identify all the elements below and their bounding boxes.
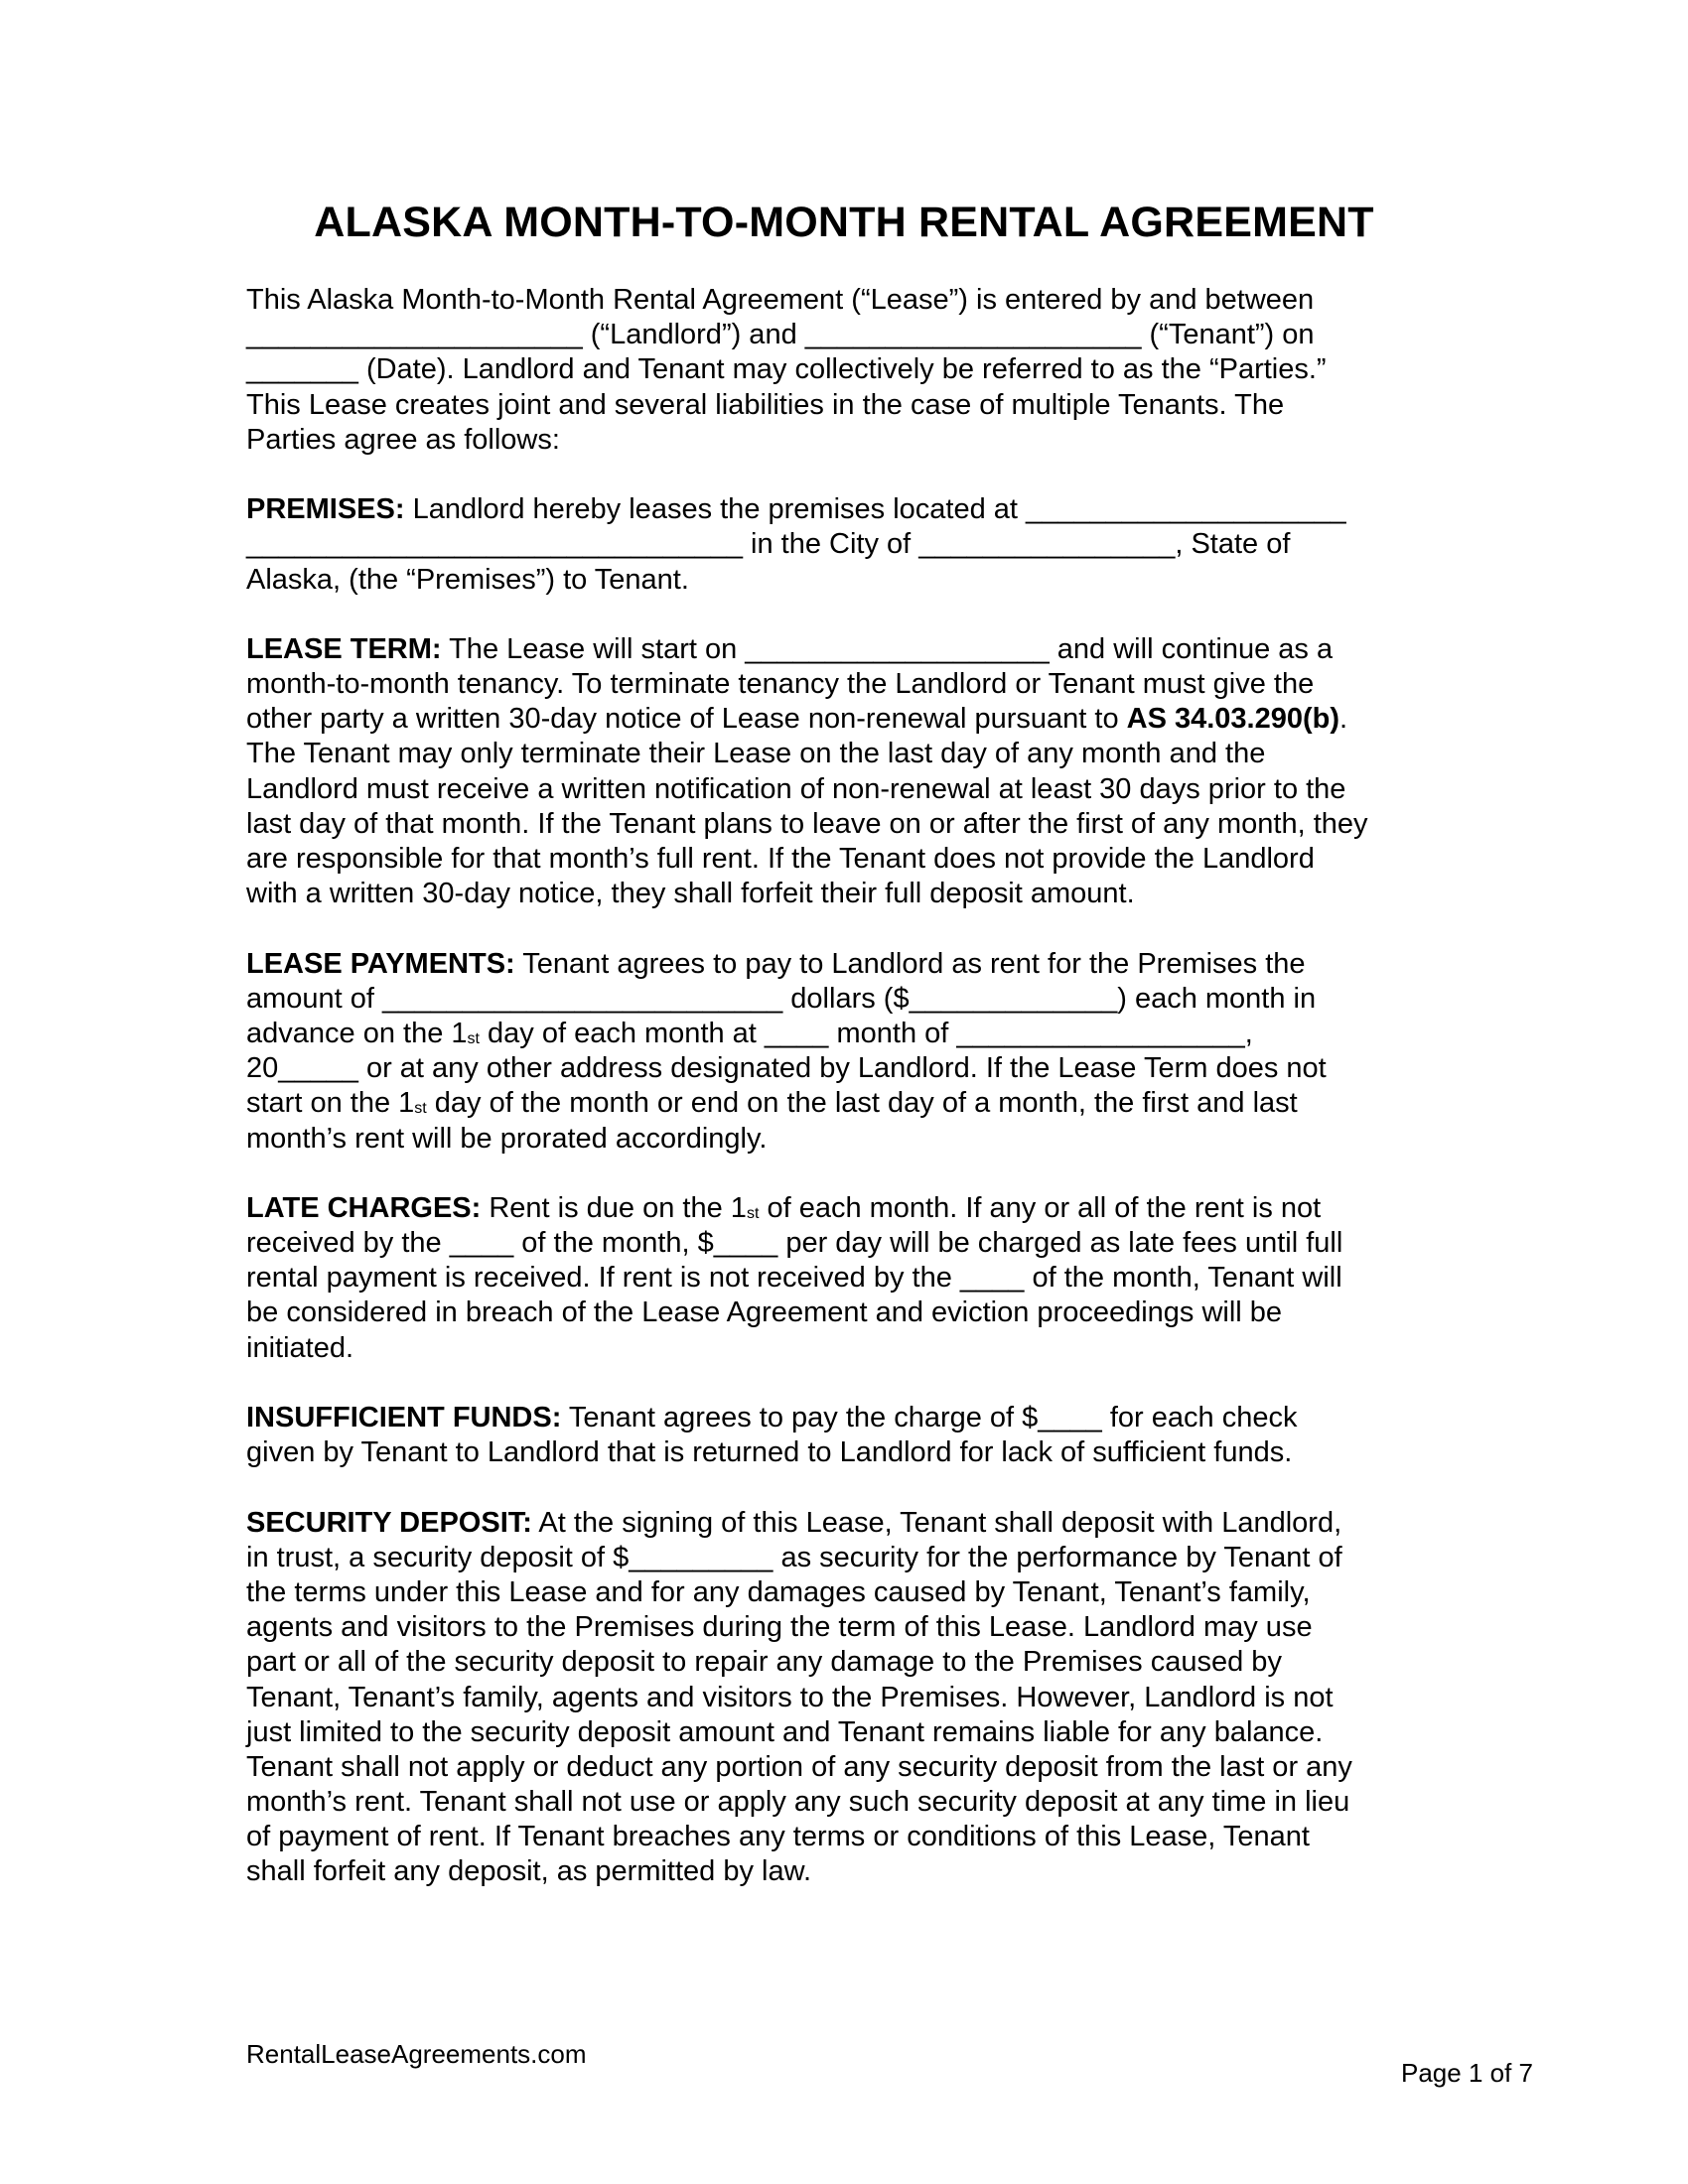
late-charges-line: rental payment is received. If rent is not received by the ____ of the month, Tenant will	[246, 1262, 1342, 1295]
paragraph-gap	[246, 1157, 1448, 1191]
lease-term-line: The Tenant may only terminate their Lease on the last day of any month and the	[246, 738, 1266, 770]
lease-term-line: Landlord must receive a written notification of non-renewal at least 30 days prior to the	[246, 772, 1346, 805]
paragraph-gap	[246, 1470, 1448, 1505]
ordinal-suffix: st	[467, 1029, 480, 1047]
security-deposit-section	[246, 1506, 1448, 1890]
late-charges-line: initiated.	[246, 1331, 354, 1364]
lease-term-line: with a written 30-day notice, they shall forfeit their full deposit amount.	[246, 878, 1135, 910]
page-number: Page 1 of 7	[1401, 2058, 1533, 2088]
lease-payments-line: amount of _________________________ dollars ($_____________) each month in	[246, 982, 1317, 1015]
premises-line: _______________________________ in the City of ________________, State of	[246, 528, 1291, 561]
intro-paragraph	[246, 283, 1448, 458]
footer-website: RentalLeaseAgreements.com	[246, 2039, 587, 2069]
paragraph-gap	[246, 1366, 1448, 1401]
security-deposit-line: just limited to the security deposit amount and Tenant remains liable for any balance.	[246, 1715, 1324, 1748]
ordinal-suffix: st	[746, 1204, 760, 1222]
lease-term-line	[246, 702, 1448, 737]
lease-payments-section	[246, 947, 1448, 1157]
lease-payments-text: start on the 1	[246, 1087, 415, 1120]
lease-term-line: last day of that month. If the Tenant plans to leave on or after the first of any month, they	[246, 807, 1368, 840]
lease-payments-heading: LEASE PAYMENTS:	[246, 947, 515, 980]
paragraph-gap	[246, 911, 1448, 946]
security-deposit-line: month’s rent. Tenant shall not use or apply any such security deposit at any time in lieu	[246, 1786, 1350, 1819]
paragraph-gap	[246, 598, 1448, 632]
late-charges-line: received by the ____ of the month, $____ per day will be charged as late fees until full	[246, 1227, 1343, 1260]
lease-term-line: month-to-month tenancy. To terminate tenancy the Landlord or Tenant must give the	[246, 668, 1315, 701]
late-charges-line	[246, 1191, 1448, 1226]
document-title: ALASKA MONTH-TO-MONTH RENTAL AGREEMENT	[314, 199, 1374, 246]
lease-payments-text: Tenant agrees to pay to Landlord as rent for the Premises the	[514, 947, 1306, 980]
lease-term-text: The Lease will start on ___________________ and will continue as a	[441, 632, 1334, 665]
security-deposit-line: shall forfeit any deposit, as permitted by law.	[246, 1855, 812, 1888]
lease-term-text: .	[1339, 703, 1348, 736]
premises-line: Alaska, (the “Premises”) to Tenant.	[246, 563, 689, 596]
lease-payments-line: 20_____ or at any other address designated by Landlord. If the Lease Term does not	[246, 1052, 1327, 1085]
paragraph-gap	[246, 458, 1448, 492]
lease-term-line: are responsible for that month’s full rent. If the Tenant does not provide the Landlord	[246, 843, 1315, 875]
lease-term-text: other party a written 30-day notice of Lease non-renewal pursuant to	[246, 703, 1127, 736]
premises-line	[246, 492, 1448, 527]
security-deposit-line	[246, 1506, 1448, 1541]
premises-text: Landlord hereby leases the premises located at ____________________	[404, 493, 1346, 526]
insufficient-funds-heading: INSUFFICIENT FUNDS:	[246, 1402, 562, 1433]
lease-payments-line	[246, 947, 1448, 982]
late-charges-line: be considered in breach of the Lease Agreement and eviction proceedings will be	[246, 1297, 1283, 1329]
security-deposit-heading: SECURITY DEPOSIT:	[246, 1506, 532, 1539]
security-deposit-line: agents and visitors to the Premises during the term of this Lease. Landlord may use	[246, 1611, 1313, 1644]
document-body	[246, 283, 1448, 1890]
premises-section	[246, 492, 1448, 598]
statute-reference: AS 34.03.290(b)	[1126, 703, 1340, 736]
insufficient-funds-line: given by Tenant to Landlord that is returned to Landlord for lack of sufficient funds.	[246, 1436, 1293, 1469]
late-charges-text: Rent is due on the 1	[481, 1191, 747, 1224]
insufficient-funds-section	[246, 1401, 1448, 1470]
security-deposit-text: At the signing of this Lease, Tenant shall deposit with Landlord,	[531, 1506, 1342, 1539]
intro-line: _______ (Date). Landlord and Tenant may collectively be referred to as the “Parties.”	[246, 353, 1327, 386]
lease-payments-line: month’s rent will be prorated accordingly.	[246, 1122, 768, 1155]
lease-term-line	[246, 632, 1448, 667]
insufficient-funds-text: Tenant agrees to pay the charge of $____ for each check	[561, 1402, 1298, 1433]
lease-payments-text: day of each month at ____ month of __________________,	[479, 1017, 1253, 1049]
lease-term-section	[246, 632, 1448, 912]
late-charges-section	[246, 1191, 1448, 1366]
lease-payments-text: advance on the 1	[246, 1017, 468, 1049]
intro-line: This Alaska Month-to-Month Rental Agreement (“Lease”) is entered by and between	[246, 284, 1315, 316]
lease-payments-line	[246, 1086, 1448, 1121]
security-deposit-line: in trust, a security deposit of $_________ as security for the performance by Tenant of	[246, 1541, 1342, 1573]
security-deposit-line: the terms under this Lease and for any damages caused by Tenant, Tenant’s family,	[246, 1575, 1311, 1608]
intro-line: This Lease creates joint and several liabilities in the case of multiple Tenants. The	[246, 388, 1285, 421]
lease-payments-text: day of the month or end on the last day of a month, the first and last	[426, 1087, 1298, 1120]
intro-line: Parties agree as follows:	[246, 423, 560, 456]
intro-line: _____________________ (“Landlord”) and _____________________ (“Tenant”) on	[246, 319, 1315, 351]
premises-heading: PREMISES:	[246, 493, 405, 526]
security-deposit-line: Tenant, Tenant’s family, agents and visitors to the Premises. However, Landlord is not	[246, 1681, 1334, 1713]
late-charges-text: of each month. If any or all of the rent is not	[759, 1191, 1322, 1224]
ordinal-suffix: st	[414, 1100, 427, 1118]
lease-term-heading: LEASE TERM:	[246, 632, 442, 665]
lease-payments-line	[246, 1017, 1448, 1051]
security-deposit-line: Tenant shall not apply or deduct any portion of any security deposit from the last or any	[246, 1750, 1352, 1783]
security-deposit-line: part or all of the security deposit to repair any damage to the Premises caused by	[246, 1646, 1282, 1679]
late-charges-heading: LATE CHARGES:	[246, 1191, 482, 1224]
insufficient-funds-line	[246, 1401, 1448, 1435]
security-deposit-line: of payment of rent. If Tenant breaches any terms or conditions of this Lease, Tenant	[246, 1821, 1310, 1853]
